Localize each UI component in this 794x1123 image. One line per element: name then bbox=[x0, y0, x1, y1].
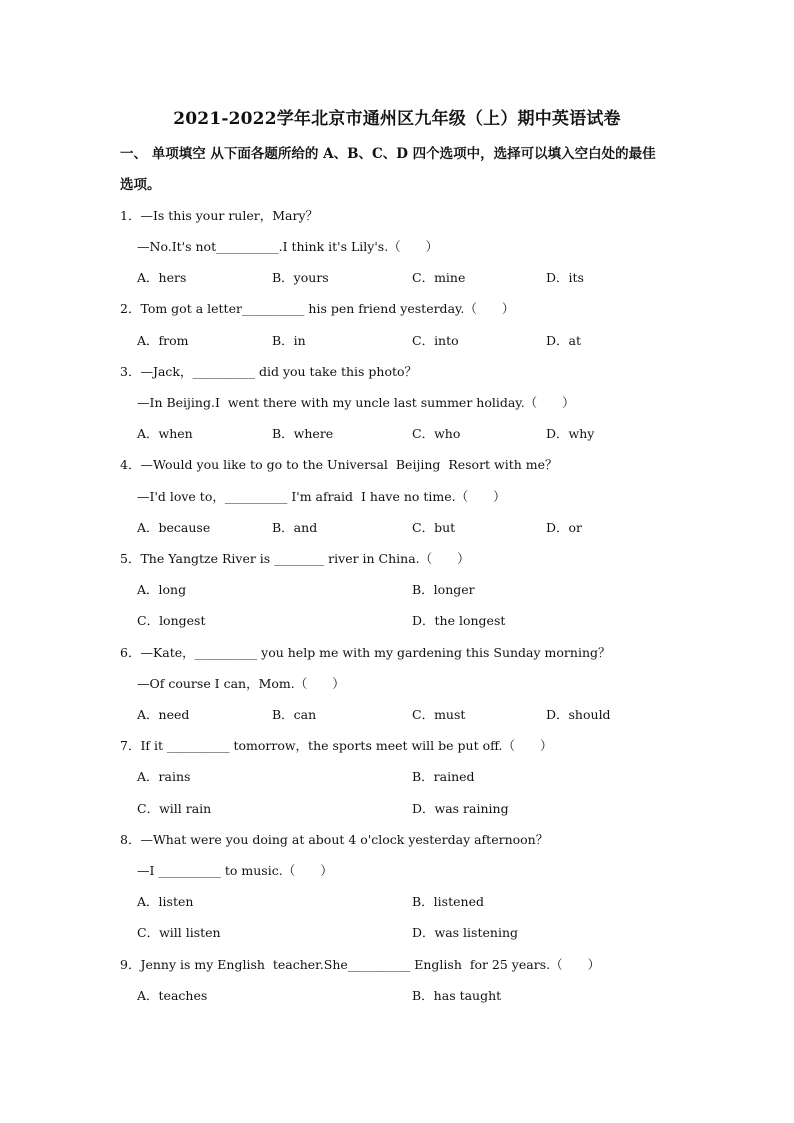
q2-option-c: C．into bbox=[412, 333, 459, 348]
q9-option-a: A．teaches bbox=[137, 988, 208, 1003]
q2-option-d: D．at bbox=[546, 333, 581, 348]
question-7-stem: 7．If it __________ tomorrow，the sports meet will be put off.（ ） bbox=[120, 738, 553, 753]
q6-option-b: B．can bbox=[272, 707, 317, 722]
q5-option-c: C．longest bbox=[137, 613, 206, 628]
q6-option-a: A．need bbox=[137, 707, 190, 722]
q3-option-c: C．who bbox=[412, 426, 461, 441]
q5-option-a: A．long bbox=[137, 582, 187, 597]
q8-option-b: B．listened bbox=[412, 894, 484, 909]
q8-option-d: D．was listening bbox=[412, 925, 518, 940]
question-3-stem: 3．—Jack，__________ did you take this photo？ bbox=[120, 364, 418, 379]
q4-option-a: A．because bbox=[137, 520, 211, 535]
q1-option-b: B．yours bbox=[272, 270, 329, 285]
question-6-reply: —Of course I can，Mom.（ ） bbox=[137, 676, 345, 691]
q1-option-d: D．its bbox=[546, 270, 584, 285]
q7-option-d: D．was raining bbox=[412, 801, 509, 816]
q3-option-b: B．where bbox=[272, 426, 334, 441]
q7-option-a: A．rains bbox=[137, 769, 191, 784]
q8-option-c: C．will listen bbox=[137, 925, 221, 940]
question-8-reply: —I __________ to music.（ ） bbox=[137, 863, 333, 878]
section-heading bbox=[120, 139, 680, 201]
question-4-stem: 4．—Would you like to go to the Universal Beijing Resort with me？ bbox=[120, 457, 558, 472]
question-6-stem: 6．—Kate，__________ you help me with my gardening this Sunday morning？ bbox=[120, 645, 611, 660]
q1-option-c: C．mine bbox=[412, 270, 466, 285]
q3-option-a: A．when bbox=[137, 426, 193, 441]
q2-option-b: B．in bbox=[272, 333, 306, 348]
q5-option-d: D．the longest bbox=[412, 613, 506, 628]
question-1-stem: 1．—Is this your ruler，Mary？ bbox=[120, 208, 319, 223]
q5-option-b: B．longer bbox=[412, 582, 475, 597]
exam-title: 2021-2022学年北京市通州区九年级（上）期中英语试卷 bbox=[173, 109, 621, 129]
q7-option-b: B．rained bbox=[412, 769, 475, 784]
section-instruction-line-2: 选项。 bbox=[120, 177, 161, 193]
q6-option-c: C．must bbox=[412, 707, 466, 722]
question-3-reply: —In Beijing.I went there with my uncle last summer holiday.（ ） bbox=[137, 395, 575, 410]
section-instruction-line-1: 一、 单项填空 从下面各题所给的 A、B、C、D 四个选项中，选择可以填入空白处的最佳 bbox=[120, 146, 656, 162]
q4-option-b: B．and bbox=[272, 520, 318, 535]
question-4-reply: —I'd love to，__________ I'm afraid I have no time.（ ） bbox=[137, 489, 506, 504]
question-8-stem: 8．—What were you doing at about 4 o'clock yesterday afternoon？ bbox=[120, 832, 549, 847]
q4-option-d: D．or bbox=[546, 520, 583, 535]
q1-option-a: A．hers bbox=[137, 270, 187, 285]
question-1-reply: —No.It's not__________.I think it's Lily's.（ ） bbox=[137, 239, 439, 254]
question-5-stem: 5．The Yangtze River is ________ river in China.（ ） bbox=[120, 551, 470, 566]
q2-option-a: A．from bbox=[137, 333, 189, 348]
q4-option-c: C．but bbox=[412, 520, 456, 535]
q8-option-a: A．listen bbox=[137, 894, 194, 909]
q9-option-b: B．has taught bbox=[412, 988, 502, 1003]
q7-option-c: C．will rain bbox=[137, 801, 212, 816]
question-9-stem: 9．Jenny is my English teacher.She__________ English for 25 years.（ ） bbox=[120, 957, 601, 972]
question-2-stem: 2．Tom got a letter__________ his pen friend yesterday.（ ） bbox=[120, 301, 515, 316]
q6-option-d: D．should bbox=[546, 707, 611, 722]
q3-option-d: D．why bbox=[546, 426, 595, 441]
